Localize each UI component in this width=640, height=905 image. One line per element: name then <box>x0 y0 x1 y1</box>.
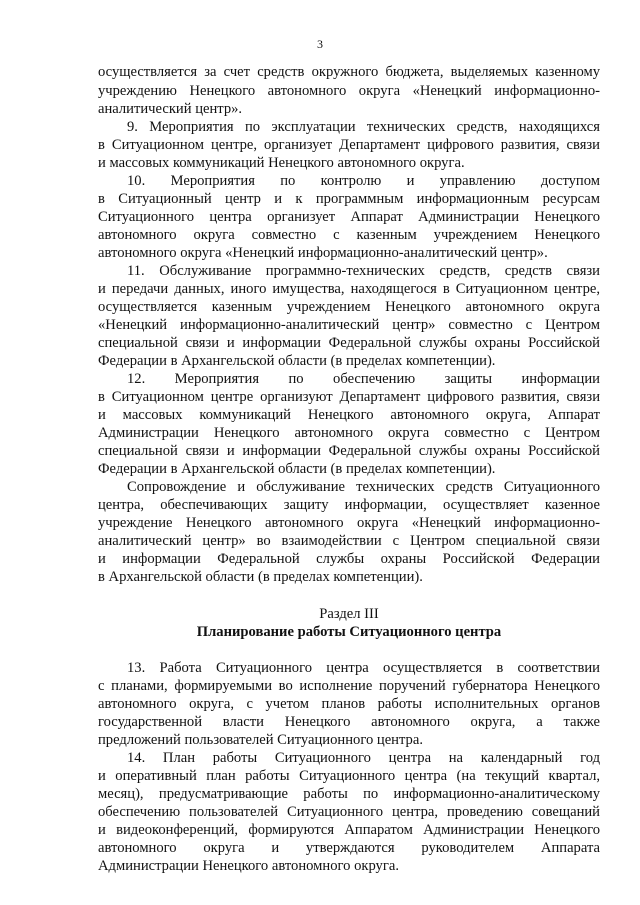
text-line: и видеоконференций, формируются Аппаратом Администрации Ненецкого <box>98 822 600 838</box>
text-line: специальной связи и информации Федеральной службы охраны Российской <box>98 443 600 459</box>
text-line: учреждению Ненецкого автономного округа «Ненецкий информационно- <box>98 83 600 99</box>
text-line: 12. Мероприятия по обеспечению защиты информации <box>127 371 600 387</box>
text-line: учреждение Ненецкого автономного округа «Ненецкий информационно- <box>98 515 600 531</box>
text-line: 9. Мероприятия по эксплуатации технических средств, находящихся <box>127 119 600 135</box>
text-line: осуществляется за счет средств окружного бюджета, выделяемых казенному <box>98 64 600 80</box>
text-line: и оперативный план работы Ситуационного центра (на текущий квартал, <box>98 768 600 784</box>
text-line: Федерации в Архангельской области (в пределах компетенции). <box>98 353 496 369</box>
text-line: Сопровождение и обслуживание технических средств Ситуационного <box>127 479 600 495</box>
text-line: 11. Обслуживание программно-технических средств, средств связи <box>127 263 600 279</box>
section-number: Раздел III <box>319 606 379 622</box>
text-line: 13. Работа Ситуационного центра осуществляется в соответствии <box>127 660 600 676</box>
text-line: обеспечению пользователей Ситуационного центра, проведению совещаний <box>98 804 600 820</box>
text-line: и передачи данных, иного имущества, находящегося в Ситуационном центре, <box>98 281 600 297</box>
text-line: в Ситуационном центре, организует Департамент цифрового развития, связи <box>98 137 600 153</box>
text-line: Ситуационного центра организует Аппарат Администрации Ненецкого <box>98 209 600 225</box>
text-line: автономного округа «Ненецкий информационно-аналитический центр». <box>98 245 548 261</box>
text-line: в Архангельской области (в пределах компетенции). <box>98 569 423 585</box>
text-line: и массовых коммуникаций Ненецкого автономного округа, Аппарат <box>98 407 600 423</box>
text-line: аналитический центр». <box>98 101 243 117</box>
text-line: автономного округа, с учетом планов работы исполнительных органов <box>98 696 600 712</box>
text-line: аналитический центр» во взаимодействии с Центром специальной связи <box>98 533 600 549</box>
text-line: в Ситуационный центр и к программным информационным ресурсам <box>98 191 600 207</box>
text-line: осуществляется казенным учреждением Ненецкого автономного округа <box>98 299 600 315</box>
text-line: специальной связи и информации Федеральной службы охраны Российской <box>98 335 600 351</box>
text-line: и массовых коммуникаций Ненецкого автономного округа. <box>98 155 465 171</box>
text-line: 14. План работы Ситуационного центра на календарный год <box>127 750 600 766</box>
page-number: 3 <box>317 37 323 51</box>
text-line: 10. Мероприятия по контролю и управлению доступом <box>127 173 600 189</box>
text-line: государственной власти Ненецкого автономного округа, а также <box>98 714 600 730</box>
text-line: с планами, формируемыми во исполнение поручений губернатора Ненецкого <box>98 678 600 694</box>
text-line: Администрации Ненецкого автономного округа совместно с Центром <box>98 425 600 441</box>
text-line: предложений пользователей Ситуационного центра. <box>98 732 423 748</box>
text-line: и информации Федеральной службы охраны Российской Федерации <box>98 551 600 567</box>
text-line: центра, обеспечивающих защиту информации, осуществляет казенное <box>98 497 600 513</box>
text-line: Федерации в Архангельской области (в пределах компетенции). <box>98 461 496 477</box>
section-title: Планирование работы Ситуационного центра <box>196 624 502 640</box>
text-line: автономного округа и утверждаются руководителем Аппарата <box>98 840 600 856</box>
text-line: Администрации Ненецкого автономного округа. <box>98 858 399 874</box>
text-line: автономного округа совместно с казенным учреждением Ненецкого <box>98 227 600 243</box>
text-line: месяц), предусматривающие работы по информационно-аналитическому <box>98 786 600 802</box>
text-line: «Ненецкий информационно-аналитический центр» совместно с Центром <box>98 317 600 333</box>
text-line: в Ситуационном центре организуют Департамент цифрового развития, связи <box>98 389 600 405</box>
